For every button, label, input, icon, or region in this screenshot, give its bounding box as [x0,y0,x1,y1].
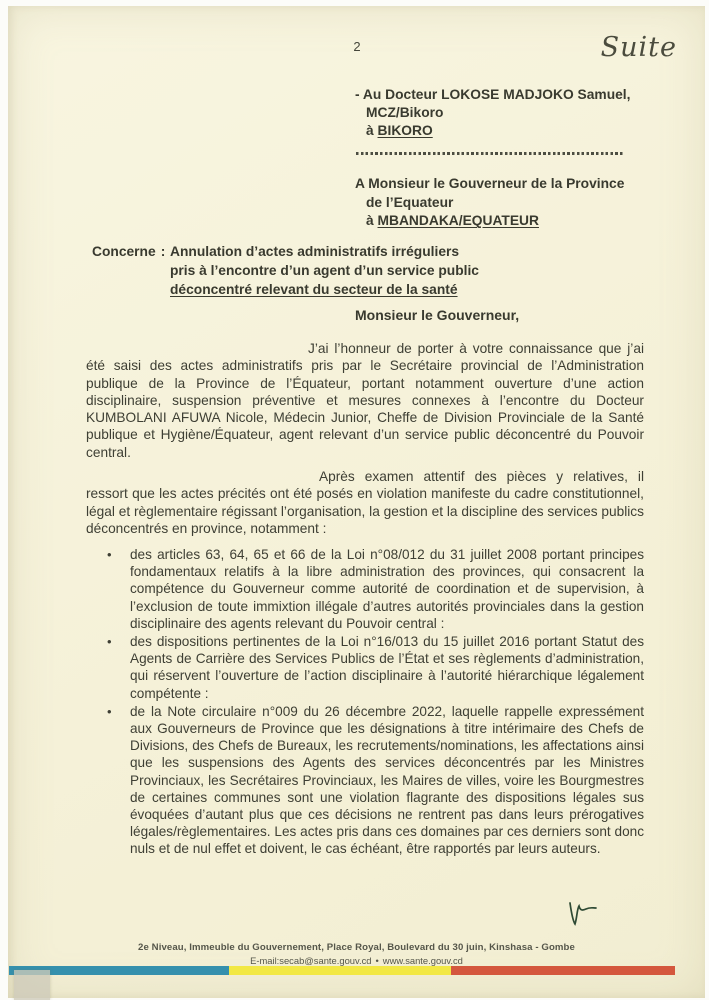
city-prefix: à [366,213,378,228]
city-name: MBANDAKA/EQUATEUR [377,213,539,228]
continuation-label: Suite [600,32,677,63]
bullet-text: des articles 63, 64, 65 et 66 de la Loi n°08/012 du 31 juillet 2008 portant principes fondamentaux relatifs à la libre administration des provinces, qui consacrent la compétence du Gouverneur comme autorité de coordination et de supervision, à l’exclusion de toute immixtion illégale d’autres autorités provinciales dans la gestion disciplinaire des agents relevant du Pouvoir central : [130,547,644,631]
bullet-text: des dispositions pertinentes de la Loi n°16/013 du 15 juillet 2016 portant Statut des Agents de Carrière des Services Publics de l’État et ses règlements d’administration, qui réservent l’ouverture de l’action disciplinaire à l’autorité hiérarchique légalement compétente : [130,634,644,701]
scanned-letter-page [8,6,705,998]
subject-line: pris à l’encontre d’un agent d’un service public [170,263,479,278]
bullet-text: de la Note circulaire n°009 du 26 décembre 2022, laquelle rappelle expressément aux Gouverneurs de Province que les désignations à titre intérimaire des Chefs de Divisions, des Chefs de Bureaux, les recrutements/nominations, les affectations ainsi que les suspensions des Agents des services déconcentrés par les Ministres Provinciaux, les Secrétaires Provinciaux, les Maires de villes, voire les Bourgmestres de certaines communes sont une violation flagrante des dispositions légales sus évoquées d’autant plus que ces décisions ne rentrent pas dans leurs prérogatives légales/règlementaires. Les actes pris dans ces domaines par ces derniers sont donc nuls et de nul effet et doivent, le cas échéant, être rapportés par leurs auteurs. [130,703,644,857]
bullet-item [107,703,644,858]
recipient-line-region: de l’Equateur [366,194,454,210]
flag-bar [9,966,675,975]
subject-line-underlined: déconcentré relevant du secteur de la santé [170,282,458,297]
footer-contacts [8,955,705,966]
bullet-dot: • [107,703,112,719]
city-name: BIKORO [377,123,433,138]
flag-segment-yellow [229,966,451,975]
body-paragraph-1: J’ai l’honneur de porter à votre connaissance que j’ai été saisi des actes administratifs pris par le Secrétaire provincial de l’Administration publique de la Province de l’Équateur, portant notamment ouverture d’une action disciplinaire, suspension préventive et mesures connexes à l’encontre du Docteur KUMBOLANI AFUWA Nicole, Médecin Junior, Cheffe de Division Provinciale de la Santé publique et Hygiène/Équateur, agent relevant d’un service public déconcentré du Pouvoir central. [86,341,644,460]
bullet-item [107,633,644,702]
footer-address: 2e Niveau, Immeuble du Gouvernement, Place Royal, Boulevard du 30 juin, Kinshasa - Gombe [138,942,575,953]
footer-dot-separator: • [375,955,379,966]
salutation: Monsieur le Gouverneur, [355,307,520,323]
bullet-item [107,546,644,632]
bullet-dot: • [107,634,112,650]
recipient-line-title: MCZ/Bikoro [366,105,444,120]
recipient-block-secondary [355,175,624,231]
subject-line: Annulation d’actes administratifs irréguliers [170,244,460,259]
bullet-dot: • [107,547,112,562]
footer [8,942,705,966]
subject-body [170,242,479,299]
recipient-block-primary [355,86,630,140]
recipient-line-name: A Monsieur le Gouverneur de la Province [355,176,625,191]
dotted-separator [356,152,624,155]
footer-website: www.sante.gouv.cd [382,955,463,966]
footer-email: E-mail:secab@sante.gouv.cd [250,955,372,966]
bullet-list [107,546,644,859]
body-paragraph-2: Après examen attentif des pièces y relatives, il ressort que les actes précités ont été posés en violation manifeste du cadre constitutionnel, légal et règlementaire régissant l’organisation, la gestion et la discipline des services publics déconcentrés en province, notamment : [86,469,644,536]
tape-artifact [14,970,50,1000]
subject-colon: : [160,244,166,259]
page-number: 2 [353,39,361,54]
handwritten-paraphe-mark [560,899,604,937]
city-prefix: à [366,123,378,138]
subject-label: Concerne [92,244,156,259]
flag-segment-red [451,966,675,975]
recipient-line-city [366,212,624,231]
recipient-line-city [366,122,630,140]
subject-block [92,242,479,299]
recipient-line-name: - Au Docteur LOKOSE MADJOKO Samuel, [355,87,631,102]
